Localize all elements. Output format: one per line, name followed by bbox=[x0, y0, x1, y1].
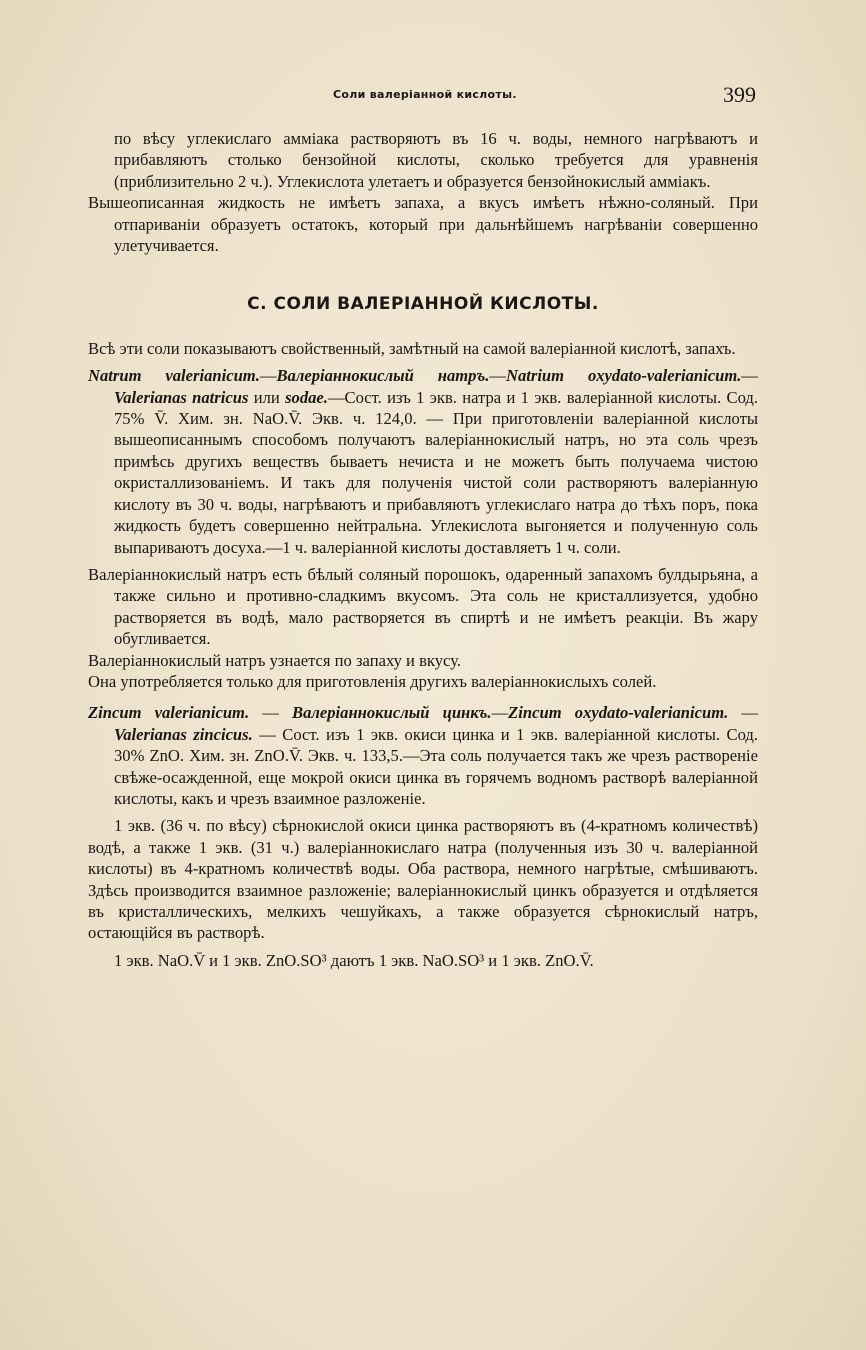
latin-name: Natrum valerianicum. bbox=[88, 366, 260, 386]
paragraph-natrum-properties: Валеріаннокислый натръ есть бѣлый соляный порошокъ, одаренный запахомъ булдырьяна, а также сильно и противно-сладкимъ вкусомъ. Эта соль не кристаллизуется, удобно растворяется въ водѣ, мало растворяется въ спиртѣ и не имѣетъ реакціи. Въ жару обугливается. bbox=[88, 564, 758, 649]
latin-synonym: sodae. bbox=[285, 387, 328, 407]
latin-synonym: Natrium oxydato-valerianicum. bbox=[505, 366, 742, 386]
latin-name: Zincum valerianicum. bbox=[88, 703, 250, 723]
entry-text: — Сост. изъ 1 экв. окиси цинка и 1 экв. валеріанной кислоты. Сод. 30% ZnO. Хим. зн. ZnO.V̄. Экв. ч. 133,5.—Эта соль получается такъ же чрезъ раствореніе свѣже-осажденной, еще мокрой окиси цинка въ горячемъ водномъ растворѣ валеріанной кислоты, какъ и чрезъ взаимное разложеніе. bbox=[114, 724, 759, 808]
paragraph-bicarbonate-prep: по вѣсу углекислаго аммiака растворяютъ въ 16 ч. воды, немного нагрѣваютъ и прибавляютъ столько бензойной кислоты, сколько требуется для уравненія (приблизительно 2 ч.). Углекислота улетаетъ и образуется бензойнокислый аммiакъ. bbox=[114, 129, 758, 191]
separator: — bbox=[491, 703, 509, 723]
paragraph-reaction-equation: 1 экв. NaO.V̄ и 1 экв. ZnO.SO³ даютъ 1 экв. NaO.SO³ и 1 экв. ZnO.V̄. bbox=[114, 950, 594, 970]
separator: — bbox=[249, 703, 293, 723]
page-content bbox=[88, 128, 758, 971]
entry-text: —Сост. изъ 1 экв. натра и 1 экв. валеріанной кислоты. Сод. 75% V̄. Хим. зн. NaO.V̄. Экв. ч. 124,0. — При приготовленіи валеріанной кислоты вышеописаннымъ способомъ получаютъ валеріаннокислый натръ, но эта соль чрезъ примѣсь другихъ веществъ бываетъ нечиста и не можетъ быть получаема чистою окристаллизованіемъ. И такъ для полученія чистой соли растворяютъ валеріанную кислоту въ 30 ч. воды, нагрѣваютъ и прибавляютъ углекислаго натра до тѣхъ поръ, пока жидкость будетъ совершенно нейтральна. Углекислота выгоняется и полученную соль выпариваютъ досуха.—1 ч. валеріанной кислоты доставляетъ 1 ч. соли. bbox=[114, 387, 758, 557]
paragraph-salts-odor: Всѣ эти соли показываютъ свойственный, замѣтный на самой валеріанной кислотѣ, запахъ. bbox=[88, 338, 736, 358]
paragraph-zinc-preparation: 1 экв. (36 ч. по вѣсу) сѣрнокислой окиси цинка растворяютъ въ (4-кратномъ количествѣ) водѣ, а также 1 экв. (31 ч.) валеріаннокислаго натра (полученныя изъ 30 ч. валеріанной кислоты) въ 4-кратномъ количествѣ воды. Оба раствора, немного нагрѣтые, смѣшиваютъ. Здѣсь производится взаимное разложеніе; валеріаннокислый цинкъ образуется и отдѣляется въ кристаллическихъ, мелкихъ чешуйкахъ, а также образуется сѣрнокислый натръ, остающійся въ растворѣ. bbox=[88, 816, 758, 943]
separator: — bbox=[741, 366, 759, 386]
separator: — bbox=[728, 703, 759, 723]
separator: — bbox=[489, 366, 506, 386]
paragraph-liquid-properties: Вышеописанная жидкость не имѣетъ запаха, а вкусъ имѣетъ нѣжно-соляный. При отпариваніи образуетъ остатокъ, который при дальнѣйшемъ нагрѣваніи совершенно улетучивается. bbox=[88, 193, 758, 256]
running-title: Соли валеріанной кислоты. bbox=[333, 88, 517, 101]
russian-name: Валеріаннокислый натръ. bbox=[276, 366, 490, 386]
entry-natrum-valerianicum bbox=[88, 365, 758, 558]
conjunction: или bbox=[248, 387, 286, 407]
latin-synonym: Valerianas natricus bbox=[114, 387, 249, 407]
separator: — bbox=[259, 366, 277, 386]
latin-synonym: Valerianas zincicus. bbox=[114, 724, 253, 744]
entry-zincum-valerianicum bbox=[88, 702, 758, 809]
paragraph-natrum-usage: Она употребляется только для приготовленія другихъ валеріаннокислыхъ солей. bbox=[88, 671, 657, 691]
page-number: 399 bbox=[723, 82, 756, 107]
paragraph-natrum-identification: Валеріаннокислый натръ узнается по запаху и вкусу. bbox=[88, 650, 461, 670]
latin-synonym: Zincum oxydato-valerianicum. bbox=[508, 703, 729, 723]
page-header bbox=[88, 82, 758, 110]
section-heading: C. СОЛИ ВАЛЕРІАННОЙ КИСЛОТЫ. bbox=[247, 294, 599, 315]
russian-name: Валеріаннокислый цинкъ. bbox=[292, 703, 492, 723]
